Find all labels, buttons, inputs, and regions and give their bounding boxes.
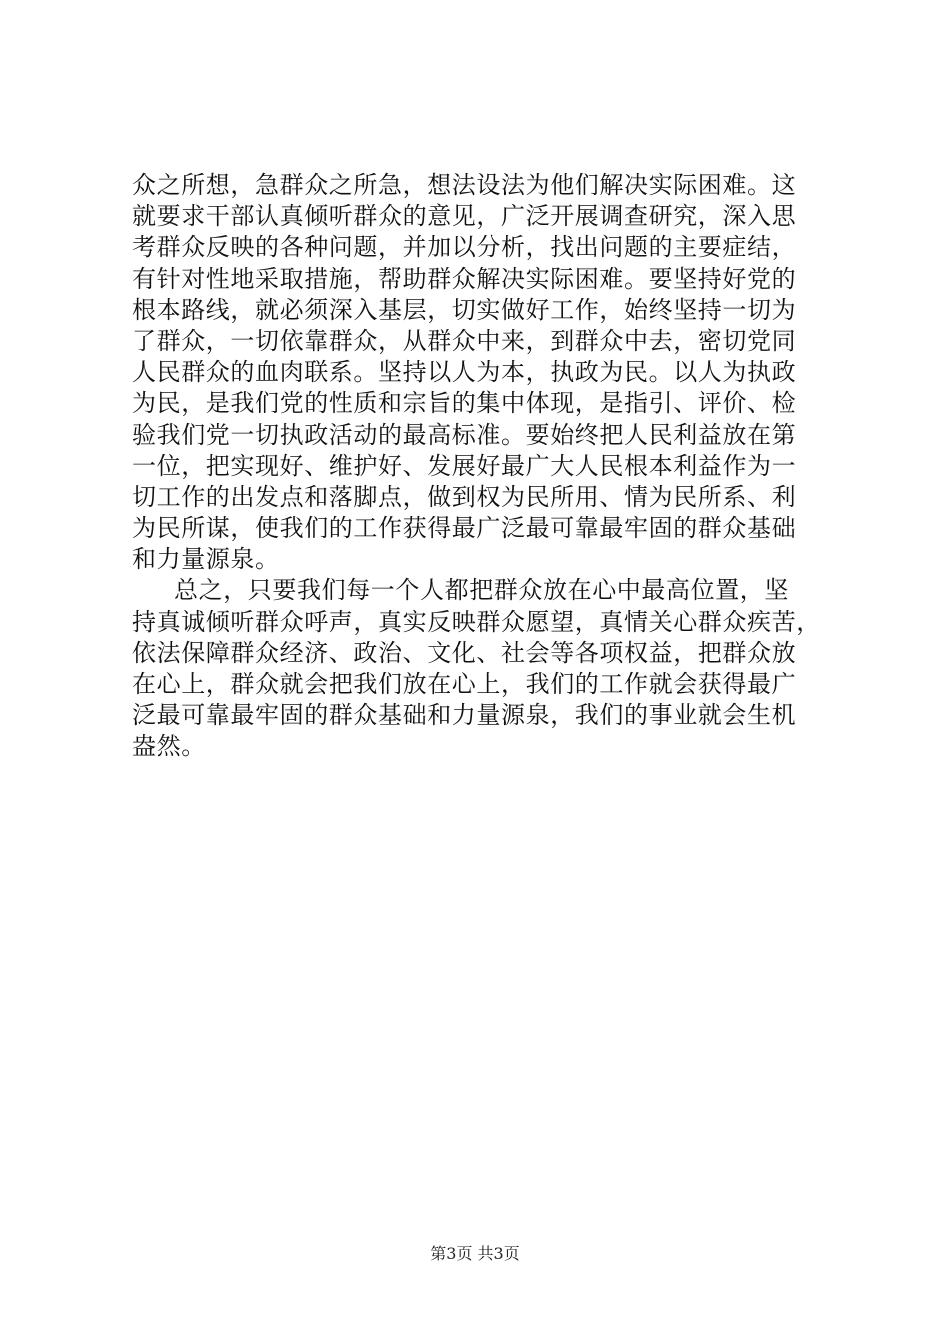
- text-line: 人民群众的血肉联系。坚持以人为本，执政为民。以人为执政: [132, 358, 797, 387]
- text-line: 切工作的出发点和落脚点，做到权为民所用、情为民所系、利: [132, 482, 797, 511]
- text-line: 了群众，一切依靠群众，从群众中来，到群众中去，密切党同: [132, 326, 797, 355]
- text-line: 众之所想，急群众之所急，想法设法为他们解决实际困难。这: [132, 171, 797, 199]
- page-number-footer: 第3页 共3页: [430, 1244, 520, 1263]
- text-line: 在心上，群众就会把我们放在心上，我们的工作就会获得最广: [132, 670, 797, 698]
- text-line: 为民，是我们党的性质和宗旨的集中体现，是指引、评价、检: [132, 389, 797, 418]
- text-line: 一位，把实现好、维护好、发展好最广大人民根本利益作为一: [132, 451, 797, 480]
- text-line: 为民所谋，使我们的工作获得最广泛最可靠最牢固的群众基础: [132, 514, 797, 543]
- text-line: 盎然。: [132, 732, 206, 761]
- document-body: [132, 170, 832, 763]
- text-line: 持真诚倾听群众呼声，真实反映群众愿望，真情关心群众疾苦，: [132, 607, 821, 636]
- text-line: 考群众反映的各种问题，并加以分析，找出问题的主要症结，: [132, 233, 797, 262]
- text-line: 和力量源泉。: [132, 545, 280, 574]
- text-line: 根本路线，就必须深入基层，切实做好工作，始终坚持一切为: [132, 295, 797, 324]
- text-line: 有针对性地采取措施，帮助群众解决实际困难。要坚持好党的: [132, 264, 797, 293]
- text-line: 就要求干部认真倾听群众的意见，广泛开展调查研究，深入思: [132, 202, 797, 231]
- text-line: 泛最可靠最牢固的群众基础和力量源泉，我们的事业就会生机: [132, 701, 797, 730]
- text-line: 验我们党一切执政活动的最高标准。要始终把人民利益放在第: [132, 420, 797, 449]
- paragraph-start-line: 总之，只要我们每一个人都把群众放在心中最高位置，坚: [174, 576, 789, 605]
- text-line: 依法保障群众经济、政治、文化、社会等各项权益，把群众放: [132, 638, 797, 667]
